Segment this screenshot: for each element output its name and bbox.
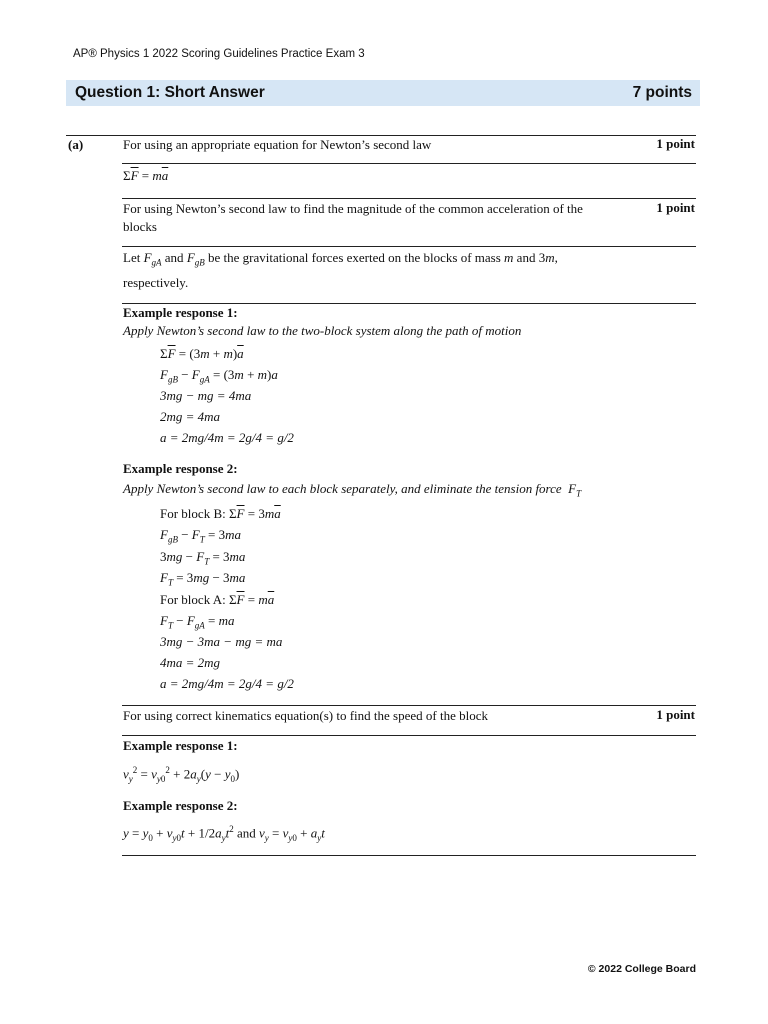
kinematics-eq-1: $v_y^2 = v_{y0}^2 + 2a_y(y - y_0)$	[123, 765, 240, 784]
ex2-eq8: 4ma = 2mg	[160, 655, 221, 670]
ex1-eq5: a = 2mg/4m = 2g/4 = g/2	[160, 430, 294, 445]
example-2-title: Example response 2:	[123, 461, 238, 476]
ex1-eq2: $F_{gB} - F_{gA} = (3m + m)a$	[160, 367, 278, 385]
ex2-eq4: $F_T = 3mg - 3ma$	[160, 570, 246, 588]
equation-newton-second-law: $\Sigma\overline{F} = m\overline{a}$	[123, 168, 169, 183]
example-4-title: Example response 2:	[123, 798, 238, 813]
criterion-1-points: 1 point	[656, 136, 695, 151]
part-label: (a)	[68, 137, 84, 152]
document-header: AP® Physics 1 2022 Scoring Guidelines Practice Exam 3	[73, 48, 365, 60]
ex2-eq1: For block B: $\Sigma\overline{F} = 3m\overline{a}$	[160, 506, 281, 521]
example-2-description: Apply Newton’s second law to each block separately, and eliminate the tension force $F_T$	[123, 481, 582, 499]
ex1-eq4: 2mg = 4ma	[160, 409, 221, 424]
divider	[122, 163, 696, 164]
divider	[122, 705, 696, 706]
criterion-2-line1: For using Newton’s second law to find the magnitude of the common acceleration of the	[123, 201, 583, 216]
kinematics-eq-2: $y = y_0 + v_{y0}t + 1/2a_yt^2$ and $v_y = v_{y0} + a_yt$	[123, 824, 325, 843]
example-1-description: Apply Newton’s second law to the two-block system along the path of motion	[123, 323, 522, 338]
example-3-title: Example response 1:	[123, 738, 238, 753]
copyright: © 2022 College Board	[587, 963, 696, 975]
question-points: 7 points	[632, 84, 692, 101]
ex2-eq3: $3mg - F_T = 3ma$	[160, 549, 246, 567]
ex2-eq2: $F_{gB} - F_T = 3ma$	[160, 527, 241, 545]
ex2-eq9: a = 2mg/4m = 2g/4 = g/2	[160, 676, 294, 691]
question-title: Question 1: Short Answer	[75, 84, 265, 101]
divider	[122, 246, 696, 247]
let-statement: Let $F_{gA}$ and $F_{gB}$ be the gravitational forces exerted on the blocks of mass m and 3m,	[123, 250, 558, 268]
divider	[122, 855, 696, 856]
ex1-eq1: $\Sigma\overline{F} = (3m + m)\overline{a}$	[160, 346, 244, 361]
divider	[122, 735, 696, 736]
ex2-eq7: 3mg − 3ma − mg = ma	[160, 634, 283, 649]
criterion-2-line2: blocks	[123, 219, 157, 234]
question-banner	[66, 80, 700, 106]
ex2-eq5: For block A: $\Sigma\overline{F} = m\overline{a}$	[160, 592, 275, 607]
example-1-title: Example response 1:	[123, 305, 238, 320]
criterion-2-points: 1 point	[656, 200, 695, 215]
let-statement-cont: respectively.	[123, 275, 189, 290]
ex2-eq6: $F_T - F_{gA}$ = ma	[160, 613, 235, 631]
ex1-eq3: 3mg − mg = 4ma	[160, 388, 252, 403]
criterion-3-points: 1 point	[656, 707, 695, 722]
criterion-1: For using an appropriate equation for Newton’s second law	[123, 137, 432, 152]
criterion-3: For using correct kinematics equation(s) to find the speed of the block	[123, 708, 488, 723]
divider	[122, 198, 696, 199]
